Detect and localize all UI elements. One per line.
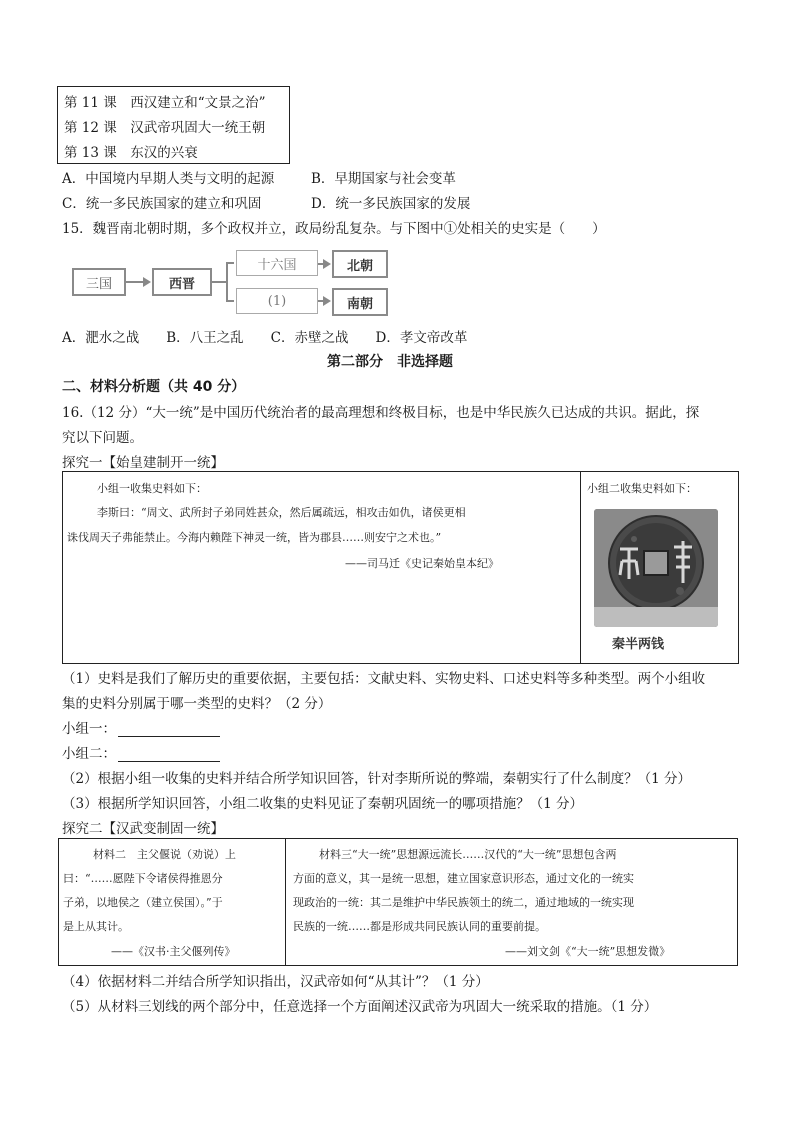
flow-box-xijin: 西晋 <box>152 268 212 296</box>
table2-divider <box>285 839 286 965</box>
answer-group1-label: 小组一： <box>62 721 116 737</box>
flow-box-sanguo: 三国 <box>72 268 126 296</box>
mat3-line1: 材料三“大一统”思想源远流长……汉代的“大一统”思想包含两 <box>319 848 617 861</box>
q16-1-line2: 集的史料分别属于哪一类型的史料？（2 分） <box>62 696 332 712</box>
group1-line2: 诛伐周天子弗能禁止。今海内赖陛下神灵一统，皆为郡县……则安宁之术也。” <box>67 531 442 544</box>
q14-option-d: D．统一多民族国家的发展 <box>311 196 471 212</box>
lesson-list-box <box>57 86 290 164</box>
section2-title: 二、材料分析题（共 40 分） <box>62 379 246 395</box>
lesson-13: 第 13 课 东汉的兴衰 <box>64 145 198 161</box>
mat3-line4: 民族的一统……都是形成共同民族认同的重要前提。 <box>293 920 546 933</box>
flow-box-blank-1: (1) <box>236 288 318 314</box>
coin-icon <box>594 509 718 627</box>
mat3-line2: 方面的意义，其一是统一思想，建立国家意识形态，通过文化的一统实 <box>293 872 634 885</box>
mat2-line4: 是上从其计。 <box>63 920 129 933</box>
q16-4: （4）依据材料二并结合所学知识指出，汉武帝如何“从其计”？（1 分） <box>62 974 489 990</box>
group1-line1: 李斯曰：“周文、武所封子弟同姓甚众，然后属疏远，相攻击如仇，诸侯更相 <box>97 506 466 519</box>
q15-options: A．淝水之战 B．八王之乱 C．赤壁之战 D．孝文帝改革 <box>62 330 468 346</box>
answer-group2 <box>62 742 220 762</box>
answer-group1-blank[interactable] <box>118 723 220 737</box>
flow-arrow-4-head <box>323 296 331 306</box>
flow-box-shiliuguo: 十六国 <box>236 250 318 276</box>
answer-group1 <box>62 717 220 737</box>
q16-stem-line2: 究以下问题。 <box>62 430 143 446</box>
answer-group2-blank[interactable] <box>118 748 220 762</box>
group1-title: 小组一收集史料如下： <box>97 482 207 495</box>
mat2-line2: 曰：“……愿陛下令诸侯得推恩分 <box>63 872 223 885</box>
q16-5: （5）从材料三划线的两个部分中，任意选择一个方面阐述汉武帝为巩固大一统采取的措施。（1 分） <box>62 999 658 1015</box>
mat3-line3: 现政治的一统：其二是维护中华民族领土的统二，通过地域的一统实现 <box>293 896 634 909</box>
answer-group2-label: 小组二： <box>62 746 116 762</box>
group2-title: 小组二收集史料如下： <box>587 482 697 495</box>
mat3-source: ——刘文剑《“大一统”思想发微》 <box>505 945 671 958</box>
q14-option-a: A．中国境内早期人类与文明的起源 <box>62 171 275 187</box>
q16-1-line1: （1）史料是我们了解历史的重要依据，主要包括：文献史料、实物史料、口述史料等多种类型。两个小组收 <box>62 671 706 687</box>
q14-option-c: C．统一多民族国家的建立和巩固 <box>62 196 262 212</box>
flow-bracket <box>226 262 228 302</box>
q16-2: （2）根据小组一收集的史料并结合所学知识回答，针对李斯所说的弊端，秦朝实行了什么制度？（1 分） <box>62 771 691 787</box>
explore1-title: 探究一【始皇建制开一统】 <box>62 455 224 471</box>
table1-divider <box>580 472 581 663</box>
flow-bracket-top <box>226 262 234 264</box>
flow-arrow-3-head <box>323 259 331 269</box>
q14-option-b: B．早期国家与社会变革 <box>311 171 456 187</box>
flow-arrow-2 <box>212 281 226 283</box>
qin-banliang-coin-image <box>594 509 718 627</box>
q16-stem-line1: 16.（12 分）“大一统”是中国历代统治者的最高理想和终极目标，也是中华民族久已达成的共识。据此，探 <box>62 405 700 421</box>
flow-arrow-1-head <box>143 277 151 287</box>
flow-box-beichao: 北朝 <box>332 250 388 278</box>
part2-title: 第二部分 非选择题 <box>327 354 453 370</box>
mat2-line3: 子弟，以地侯之（建立侯国）。”于 <box>63 896 223 909</box>
explore2-title: 探究二【汉武变制固一统】 <box>62 821 224 837</box>
flow-box-nanchao: 南朝 <box>332 288 388 316</box>
lesson-11: 第 11 课 西汉建立和“文景之治” <box>64 95 266 111</box>
flow-bracket-bottom <box>226 300 234 302</box>
explore2-material-table <box>58 838 738 966</box>
coin-label: 秦半两钱 <box>612 637 665 652</box>
mat2-source: ——《汉书·主父偃列传》 <box>111 945 236 958</box>
lesson-12: 第 12 课 汉武帝巩固大一统王朝 <box>64 120 266 136</box>
q16-3: （3）根据所学知识回答，小组二收集的史料见证了秦朝巩固统一的哪项措施？（1 分） <box>62 796 583 812</box>
q15-stem: 15．魏晋南北朝时期，多个政权并立，政局纷乱复杂。与下图中①处相关的史实是（ ） <box>62 221 606 237</box>
group1-source: ——司马迁《史记秦始皇本纪》 <box>345 557 499 570</box>
mat2-line1: 材料二 主父偃说（劝说）上 <box>93 848 236 861</box>
flow-arrow-1 <box>126 281 144 283</box>
